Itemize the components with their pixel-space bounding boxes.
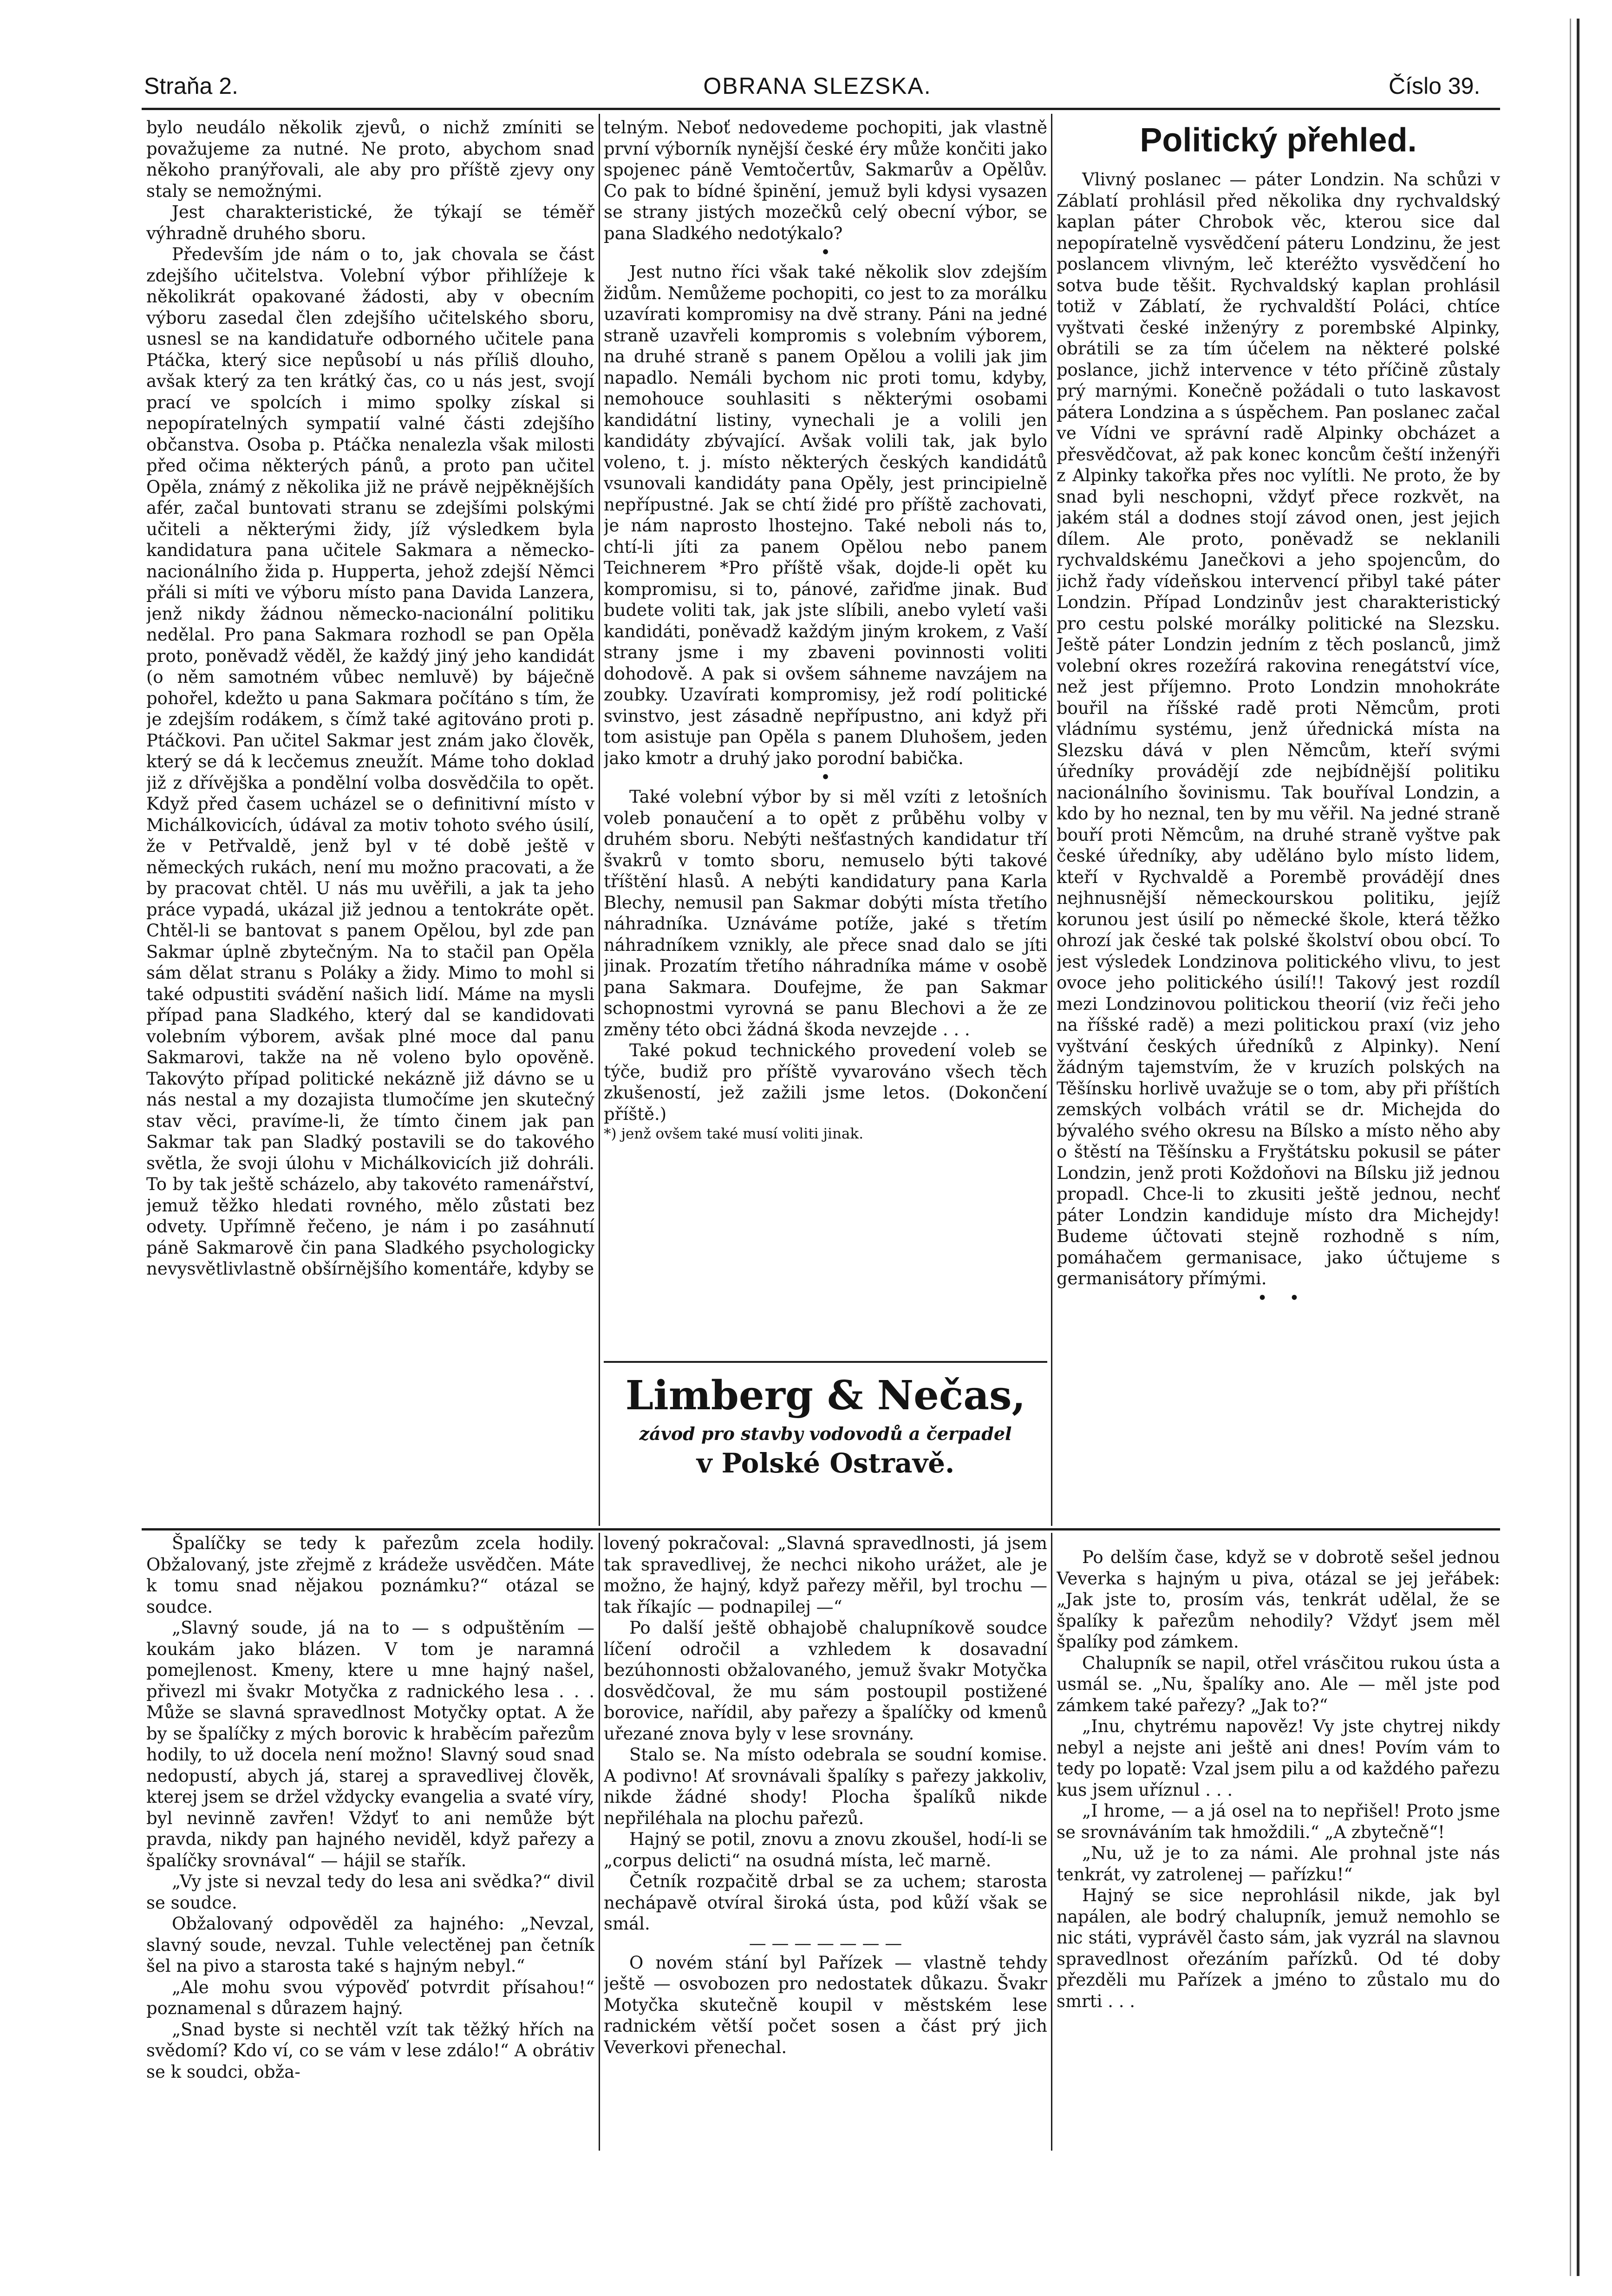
footnote: *) jenž ovšem také musí voliti jinak. [604, 1125, 864, 1142]
paragraph: „Slavný soude, já na to — s odpuštěním — koukám jako blázen. V tom je naramná pomejlenost. Kmeny, ktere u mne hajný našel, přivezl mi švakr Motyčka z radnického lesa . . . Může se slavná spravedlnost Motyčky optat. A že by se špalíčky z mých borovic k hraběcím pařezům hodily, to už docela není možno! Slavný soud snad nedopustí, abych já, starej a spravedlivej člověk, kterej jsem se držel vždycky evangelia a svaté víry, byl nevinně zavřen! Vždyť to ani nemůže být pravda, nikdy pan hajného neviděl, když pařezy a špalíčky srovnával“ — hájil se stařík. [146, 1618, 594, 1871]
scan-edge [1570, 19, 1571, 2276]
paragraph: Četník rozpačitě drbal se za uchem; starosta nechápavě otvíral široká ústa, pod kůží však se smál. [604, 1871, 1047, 1934]
scan-edge [1577, 19, 1579, 2276]
paragraph: Také pokud technického provedení voleb se týče, budiž pro příště vyvarováno všech těch zkušeností, jež zažili jsme letos. (Dokončení příště.) [604, 1040, 1047, 1124]
page-number: Straňa 2. [144, 73, 238, 99]
feuilleton-rule [142, 1528, 1500, 1531]
ad-company-name: Limberg & Nečas, [625, 1372, 1026, 1419]
column-divider [599, 114, 600, 1526]
section-dot: • [820, 242, 831, 262]
paragraph: Jest charakteristické, že týkají se téměř výhradně druhého sboru. [146, 202, 594, 243]
paragraph: Chalupník se napil, otřel vrásčitou rukou ústa a usmál se. „Nu, špalíky ano. Ale — měl jste pod zámkem také pařezy? „Jak to?“ [1057, 1653, 1500, 1715]
paragraph: „Ale mohu svou výpověď potvrdit přísahou!“ poznamenal s důrazem hajný. [146, 1977, 594, 2018]
paragraph: Po delším čase, když se v dobrotě sešel jednou Veverka s hajným u piva, otázal se jej jeřábek: „Jak jste to, prosím vás, tenkrát udělal, že se špalíky k pařezům nehodily? Vždyť jsem měl špalíky pod zámkem. [1057, 1547, 1500, 1652]
section-dots: • • [1257, 1288, 1299, 1308]
ad-description: závod pro stavby vodovodů a čerpadel [639, 1423, 1012, 1444]
section-dot: • [820, 767, 831, 787]
paragraph: „I hrome, — a já osel na to nepřišel! Proto jsme se srovnáváním tak hmoždili.“ „A zbytečně“! [1057, 1801, 1500, 1842]
paragraph: „Snad byste si nechtěl vzít tak těžký hřích na svědomí? Kdo ví, co se vám v lese zdálo!“ A obrátiv se k soudci, obža- [146, 2019, 594, 2082]
ad-location: v Polské Ostravě. [696, 1447, 955, 1479]
issue-number: Číslo 39. [1389, 73, 1481, 99]
paragraph: Po další ještě obhajobě chalupníkově soudce líčení odročil a vzhledem k dosavadní bezúhonnosti obžalovaného, jemuž švakr Motyčka dosvědčoval, že mu sám postoupil postižené borovice, nařídil, aby pařezy a špalíčky od kmenů uřezané znova byly v lese srovnány. [604, 1618, 1047, 1744]
section-heading: Politický přehled. [1140, 122, 1417, 159]
paragraph: Také volební výbor by si měl vzíti z letošních voleb ponaučení a to opět z průběhu volby v druhém sboru. Nebýti nešťastných kandidatur tří švakrů v tomto sboru, nemuselo býti takové tříštění hlasů. A nebýti kandidatury pana Karla Blechy, nemusil pan Sakmar dobýti místa třetího náhradníka. Uznáváme potíže, jaké s třetím náhradníkem vznikly, ale přece snad dalo se jíti jinak. Prozatím třetího náhradníka máme v osobě pana Sakmara. Doufejme, že pan Sakmar schopnostmi vyrovná se panu Blechovi a že ze změny této obci žádná škoda nevzejde . . . [604, 787, 1047, 1040]
paragraph: Především jde nám o to, jak chovala se část zdejšího učitelstva. Volební výbor přihlížeje k několikrát opakované žádosti, aby v obecním výboru zasedal člen zdejšího učitelského sboru, usnesl se na kandidatuře odborného učitele pana Ptáčka, který sice nepůsobí u nás příliš dlouho, avšak který za ten krátký čas, co u nás jest, svojí prací ve spolcích i mimo spolky získal si nepopíratelných sympatií valné části zdejšího občanstva. Osoba p. Ptáčka nenalezla však milosti před očima některých pánů, a proto pan učitel Opěla, známý z několika již ne právě nejpěknějších afér, začal buntovati stranu se zdejšími polskými učiteli a některými židy, jíž výsledkem byla kandidatura pana učitele Sakmara a německo-nacionálního žida p. Hupperta, jehož zdejší Němci přáli si míti ve výboru místo pana Davida Lanzera, jenž nikdy žádnou německo-nacionální politiku nedělal. Pro pana Sakmara rozhodl se pan Opěla proto, poněvadž věděl, že každý jiný jeho kandidát (o něm samotném vůbec nemluvě) by báječně pohořel, kdežto u pana Sakmara počítáno s tím, že je zdejším rodákem, s čímž také agitováno proti p. Ptáčkovi. Pan učitel Sakmar jest znám jako člověk, který se dá k lecčemus zneužít. Máme toho doklad již z dřívějška a pondělní volba dosvědčila to opět. Když před časem ucházel se o definitivní místo v Michálkovicích, údával za motiv tohoto svého úsilí, že v Petřvaldě, jenž byl v té době ještě v německých rukách, není mu možno pracovati, a že by pracovat chtěl. U nás mu uvěřili, a jak ta jeho práce vypadá, ukázal již jednou a tentokráte opět. Chtěl-li se bantovat s panem Opělou, byl zde pan Sakmar úplně zbytečným. Na to stačil pan Opěla sám dělat stranu s Poláky a židy. Mimo to mohl si také odpustiti svádění našich lidí. Máme na mysli případ pana Sladkého, který dal se kandidovati volebním výborem, avšak plné moce dal panu Sakmarovi, takže na ně voleno bylo opověně. Takovýto případ politické nekázně již dávno se u nás nestal a my dozajista tlumočíme jen skutečný stav věci, pravíme-li, že tímto činem jak pan Sakmar tak pan Sladký postavili se do takového světla, že svoji úlohu v Michálkovicích již dohráli. To by tak ještě scházelo, aby takovéto ramenářství, jemuž těžko hledati rovného, mělo zůstati bez odvety. Upřímně řečeno, je nám i po zasáhnutí páně Sakmarově čin pana Sladkého psychologicky nevysvětlivlastně obšírnějšího komentáře, kdyby se [146, 244, 594, 1279]
paragraph: „Nu, už je to za námi. Ale prohnal jste nás tenkrát, vy zatrolenej — pařízku!“ [1057, 1843, 1500, 1884]
paragraph: Stalo se. Na místo odebrala se soudní komise. A podivno! Ať srovnávali špalíky s pařezy jakkoliv, nikde žádné shody! Plocha špalíků nikde nepřiléhala na plochu pařezů. [604, 1745, 1047, 1828]
article-column-2 [604, 117, 1047, 1334]
paragraph: Vlivný poslanec — páter Londzin. Na schůzi v Záblatí prohlásil před několika dny rychvaldský kaplan páter Chrobok věc, kterou sice dal nepopíratelně vysvědčení páteru Londzinu, že jest poslancem vlivným, leč kteréžto vysvědčení ho sotva bude těšit. Rychvaldský kaplan prohlásil totiž v Záblatí, že rychvaldští Poláci, chtíce vyštvati české inženýry z porembské Alpinky, obrátili se za tím účelem na některé polské poslance, jichž intervence v této příčině zůstaly prý marnými. Konečně požádali o tuto laskavost pátera Londzina a s úspěchem. Pan poslanec začal ve Vídni ve správní radě Alpinky obcházet a přesvědčovat, až pak konec koncům čeští inženýři z Alpinky takořka přes noc vylítli. Ne proto, že by snad byli neschopni, vždyť přece rozkvět, na jakém stál a dodnes stojí závod onen, jest jejich dílem. Ale proto, poněvadž se neklanili rychvaldskému Janečkovi a jeho spojencům, do jichž řady vídeňskou intervencí přibyl také páter Londzin. Případ Londzinův jest charakteristický pro cestu polské morálky politické na Slezsku. Ještě páter Londzin jedním z těch poslanců, jimž volební okres rozežírá rakovina renegátství více, než jest příjemno. Proto Londzin mnohokráte bouřil na říšské radě proti Němcům, proti vládnímu systému, jenž úřednická místa na Slezsku dává v plen Němcům, kteří svými úředníky provádějí zde nejbídnější politiku nacionálního šovinismu. Tak bouříval Londzin, a kdo by ho neznal, ten by mu věřil. Na jedné straně bouří proti Němcům, na druhé straně vyštve pak české úředníky, aby uděláno bylo místo lidem, kteří v Rychvaldě a Porembě provádějí dnes nejhnusnější německourskou politiku, jejíž korunou jest úsilí po německé škole, která těžko ohrozí jak české tak polské školství obou obcí. To jest výsledek Londzinova politického vlivu, to jest ovoce jeho politického úsilí!! Takový jest rozdíl mezi Londzinovou politickou theorií (viz řeči jeho na říšské radě) a mezi politickou praxí (viz jeho vyštvání českých úředníků z Alpinky). Není žádným tajemstvím, že v kruzích polských na Těšínsku horlivě uvažuje se o tom, aby při příštích zemských volbách vrátil se dr. Michejda do bývalého svého okresu na Bílsko a místo něho aby o štěstí na Těšínsku a Fryštátsku pokusil se páter Londzin, jenž proti Koždoňovi na Bílsku již jednou propadl. Chce-li to zkusiti ještě jednou, nechť páter Londzin kandiduje místo dra Michejdy! Budeme účtovati stejně rozhodně s ním, pomáhačem germanisace, jako účtujeme s germanisátory přímými. [1057, 170, 1500, 1289]
paragraph: Jest nutno říci však také několik slov zdejším židům. Nemůžeme pochopiti, co jest to za morálku uzavírati kompromisy na dvě strany. Páni na jedné straně uzavřeli kompromis s volebním výborem, na druhé straně s panem Opělou a volili jak jim napadlo. Nemáli bychom nic proti tomu, kdyby, nemohouce souhlasiti s některými osobami kandidátní listiny, vynechali je a volili jen kandidáty zbývající. Avšak volili tak, jak bylo voleno, t. j. místo některých českých kandidátů vsunovali kandidáty pana Opěly, jest principielně nepřípustné. Jak se chtí židé pro příště zachovati, je nám naprosto lhostejno. Také neboli nás to, chtí-li jíti za panem Opělou nebo panem Teichnerem *Pro příště však, dojde-li opět ku kompromisu, si to, pánové, zařiďme jinak. Buď budete voliti tak, jak jste slíbili, anebo vyletí vaši kandidáti, poněvadž každým jiným krokem, z Vaší strany jsme i my zbaveni povinnosti voliti dohodově. A pak si ovšem sáhneme navzájem na zoubky. Uzavírati kompromisy, jež rodí politické svinstvo, jest zásadně nepřípustno, ani když při tom asistuje pan Opěla s panem Dluhošem, jeden jako kmotr a druhý jako porodní babička. [604, 262, 1047, 768]
feuilleton-column-3 [1057, 1533, 1500, 2151]
paragraph: Hajný se sice neprohlásil nikde, jak byl napálen, ale bodrý chalupník, jemuž nemohlo se nic státi, vyprávěl často sám, jak vyzrál na slavnou spravedlnost ořezáním pařízků. Od té doby přezděli mu Pařízek a jméno to zůstalo mu do smrti . . . [1057, 1885, 1500, 2011]
column-divider [1051, 1533, 1052, 2151]
paragraph: telným. Neboť nedovedeme pochopiti, jak vlastně první výborník nynější české éry může končiti jako spojenec páně Vemtočertův, Sakmarův a Opělův. Co pak to bídné špinění, jemuž byli kdysi vysazen se strany jistých mozečků celý obecní výbor, se pana Sladkého nedotýkalo? [604, 118, 1047, 243]
paragraph: Hajný se potil, znovu a znovu zkoušel, hodí-li se „corpus delicti“ na osudná místa, leč marně. [604, 1829, 1047, 1871]
header-rule [142, 108, 1500, 110]
paragraph: bylo neudálo několik zjevů, o nichž zmíniti se považujeme za nutné. Ne proto, abychom snad někoho pranýřovali, ale aby pro příště zjevy ony staly se nemožnými. [146, 118, 594, 201]
column-divider [1051, 114, 1052, 1526]
paragraph: O novém stání byl Pařízek — vlastně tehdy ještě — osvobozen pro nedostatek důkazu. Švakr Motyčka skutečně koupil v městském lese radnickém větší počet sosen a část prý jich Veverkovi přenechal. [604, 1952, 1047, 2057]
ad-border-top [604, 1361, 1047, 1363]
feuilleton-column-1 [146, 1533, 594, 2151]
feuilleton-column-2 [604, 1533, 1047, 2151]
paragraph: Špalíčky se tedy k pařezům zcela hodily. Obžalovaný, jste zřejmě z krádeže usvědčen. Máte k tomu snad nějakou poznámku?“ otázal se soudce. [146, 1533, 594, 1617]
article-column-3 [1057, 117, 1500, 1492]
paragraph: Obžalovaný odpověděl za hajného: „Nevzal, slavný soude, nevzal. Tuhle velectěnej pan četník šel na pivo a starosta také s hajným nebyl.“ [146, 1914, 594, 1976]
section-divider: — — — — — — — [749, 1933, 902, 1953]
advertisement [604, 1370, 1047, 1510]
paragraph: „Inu, chytrému napověz! Vy jste chytrej nikdy nebyl a nejste ani ještě ani dnes! Povím vám to tedy po lopatě: Vzal jsem pilu a od každého pařezu kus jsem uříznul . . . [1057, 1716, 1500, 1800]
masthead-title: OBRANA SLEZSKA. [703, 73, 932, 99]
paragraph: lovený pokračoval: „Slavná spravedlnosti, já jsem tak spravedlivej, že nechci nikoho urážet, ale je možno, že hajný, když pařezy měřil, byl trochu — tak říkajíc — podnapilej —“ [604, 1533, 1047, 1617]
paragraph: „Vy jste si nevzal tedy do lesa ani svědka?“ divil se soudce. [146, 1871, 594, 1913]
column-divider [599, 1533, 600, 2151]
article-column-1 [146, 117, 594, 1524]
